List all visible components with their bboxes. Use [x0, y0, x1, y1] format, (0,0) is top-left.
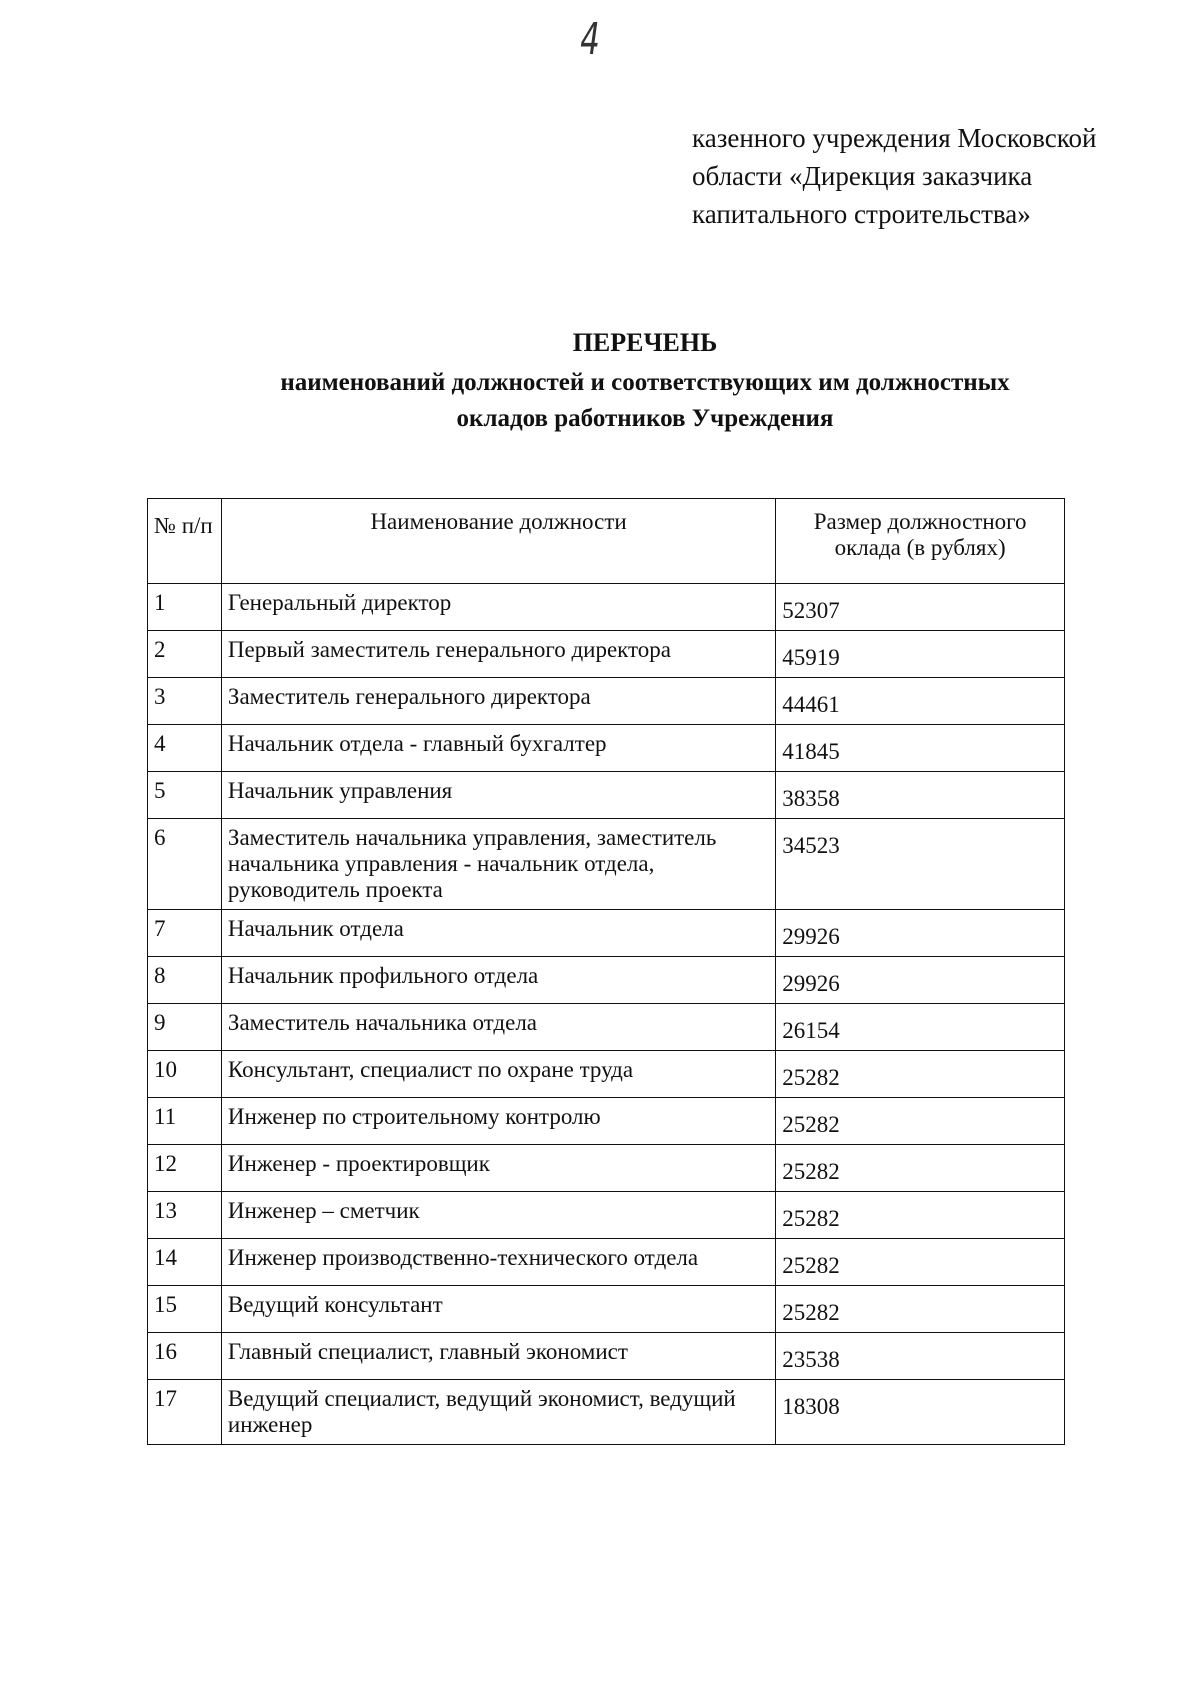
row-position: Генеральный директор — [221, 584, 775, 631]
row-number: 13 — [148, 1192, 222, 1239]
row-number: 12 — [148, 1145, 222, 1192]
row-number: 10 — [148, 1051, 222, 1098]
table-row — [148, 910, 1065, 957]
row-position: Ведущий специалист, ведущий экономист, ведущий инженер — [221, 1380, 775, 1445]
table-row — [148, 725, 1065, 772]
row-position: Заместитель начальника управления, заместитель начальника управления - начальник отдела, руководитель проекта — [221, 819, 775, 910]
row-number: 16 — [148, 1333, 222, 1380]
table-row — [148, 1004, 1065, 1051]
row-salary: 38358 — [776, 772, 1065, 819]
page-number: 4 — [580, 14, 600, 65]
row-salary: 52307 — [776, 584, 1065, 631]
table-row — [148, 772, 1065, 819]
row-number: 11 — [148, 1098, 222, 1145]
row-number: 7 — [148, 910, 222, 957]
row-salary: 34523 — [776, 819, 1065, 910]
table-header-row — [148, 499, 1065, 584]
table-row — [148, 1192, 1065, 1239]
salary-table — [147, 498, 1065, 1445]
table-body — [148, 584, 1065, 1445]
header-position: Наименование должности — [221, 499, 775, 584]
row-salary: 25282 — [776, 1192, 1065, 1239]
row-position: Инженер – сметчик — [221, 1192, 775, 1239]
table-row — [148, 1333, 1065, 1380]
row-position: Начальник отдела - главный бухгалтер — [221, 725, 775, 772]
document-title — [120, 325, 1170, 437]
row-salary: 29926 — [776, 910, 1065, 957]
row-number: 17 — [148, 1380, 222, 1445]
row-number: 4 — [148, 725, 222, 772]
row-position: Инженер производственно-технического отдела — [221, 1239, 775, 1286]
title-main: ПЕРЕЧЕНЬ — [572, 328, 718, 357]
row-salary: 29926 — [776, 957, 1065, 1004]
organization-line: области «Дирекция заказчика — [692, 161, 1033, 191]
organization-heading — [692, 119, 1162, 233]
row-number: 9 — [148, 1004, 222, 1051]
row-position: Инженер - проектировщик — [221, 1145, 775, 1192]
table-row — [148, 1145, 1065, 1192]
row-position: Начальник отдела — [221, 910, 775, 957]
table-row — [148, 1051, 1065, 1098]
row-salary: 25282 — [776, 1145, 1065, 1192]
table-row — [148, 819, 1065, 910]
row-salary: 26154 — [776, 1004, 1065, 1051]
row-number: 1 — [148, 584, 222, 631]
row-salary: 25282 — [776, 1286, 1065, 1333]
row-position: Начальник управления — [221, 772, 775, 819]
table-row — [148, 1286, 1065, 1333]
organization-line: казенного учреждения Московской — [692, 123, 1097, 153]
table-row — [148, 957, 1065, 1004]
row-number: 6 — [148, 819, 222, 910]
row-position: Заместитель начальника отдела — [221, 1004, 775, 1051]
row-position: Первый заместитель генерального директора — [221, 631, 775, 678]
title-line-1: наименований должностей и соответствующих им должностных — [280, 369, 1010, 396]
row-position: Инженер по строительному контролю — [221, 1098, 775, 1145]
header-salary: Размер должностного оклада (в рублях) — [776, 499, 1065, 584]
row-number: 14 — [148, 1239, 222, 1286]
row-position: Начальник профильного отдела — [221, 957, 775, 1004]
table-row — [148, 1098, 1065, 1145]
row-salary: 25282 — [776, 1051, 1065, 1098]
row-salary: 18308 — [776, 1380, 1065, 1445]
row-position: Заместитель генерального директора — [221, 678, 775, 725]
row-salary: 23538 — [776, 1333, 1065, 1380]
table-row — [148, 1380, 1065, 1445]
row-number: 2 — [148, 631, 222, 678]
row-salary: 41845 — [776, 725, 1065, 772]
table-row — [148, 584, 1065, 631]
organization-line: капитального строительства» — [692, 199, 1031, 229]
row-number: 5 — [148, 772, 222, 819]
row-salary: 25282 — [776, 1239, 1065, 1286]
row-number: 3 — [148, 678, 222, 725]
row-number: 15 — [148, 1286, 222, 1333]
title-line-2: окладов работников Учреждения — [456, 405, 834, 432]
row-position: Консультант, специалист по охране труда — [221, 1051, 775, 1098]
row-position: Главный специалист, главный экономист — [221, 1333, 775, 1380]
header-number: № п/п — [148, 499, 222, 584]
row-number: 8 — [148, 957, 222, 1004]
row-salary: 25282 — [776, 1098, 1065, 1145]
table-row — [148, 678, 1065, 725]
row-salary: 45919 — [776, 631, 1065, 678]
table-row — [148, 631, 1065, 678]
row-salary: 44461 — [776, 678, 1065, 725]
row-position: Ведущий консультант — [221, 1286, 775, 1333]
table-row — [148, 1239, 1065, 1286]
